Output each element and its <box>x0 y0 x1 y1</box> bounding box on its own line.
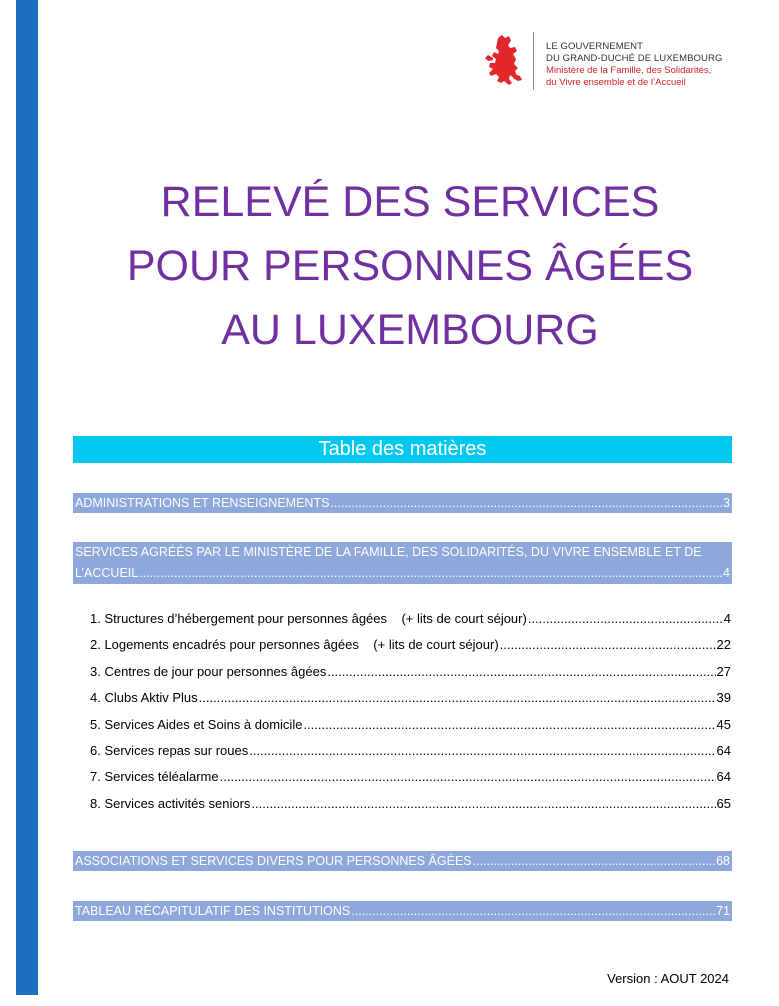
toc-entry-row <box>73 563 732 584</box>
toc-sub-item-label: 3. Centres de jour pour personnes âgées <box>90 663 327 679</box>
toc-sub-item[interactable] <box>90 793 731 819</box>
government-logo <box>484 32 744 94</box>
toc-leader-dots <box>500 634 716 656</box>
title-line-3: AU LUXEMBOURG <box>221 306 599 354</box>
logo-text <box>546 41 722 89</box>
toc-leader-dots <box>351 901 715 921</box>
toc-sub-item-page: 4 <box>723 611 731 626</box>
toc-sub-item-label: 5. Services Aides et Soins à domicile <box>90 716 303 732</box>
toc-entry-label-line-2: L’ACCUEIL <box>75 566 139 580</box>
toc-sub-item-page: 22 <box>716 637 731 653</box>
toc-entry-services-agrees[interactable] <box>73 542 732 584</box>
toc-sub-item[interactable] <box>90 608 731 634</box>
toc-leader-dots <box>528 608 723 630</box>
toc-leader-dots <box>139 563 722 584</box>
toc-entry-page: 4 <box>723 566 730 580</box>
page-title <box>40 170 779 362</box>
title-line-1: RELEVÉ DES SERVICES <box>160 178 660 226</box>
toc-entry-label-line-1: SERVICES AGRÉÉS PAR LE MINISTÈRE DE LA FAMILLE, DES SOLIDARITÉS, DU VIVRE ENSEMBLE ET DE <box>75 545 702 559</box>
toc-sub-item-page: 64 <box>716 769 731 785</box>
toc-leader-dots <box>220 766 716 788</box>
logo-line-government: LE GOUVERNEMENT <box>546 41 644 52</box>
title-line-2: POUR PERSONNES ÂGÉES <box>126 242 694 290</box>
toc-sub-list <box>90 608 731 819</box>
toc-sub-item-label: 4. Clubs Aktiv Plus <box>90 690 198 706</box>
toc-sub-item[interactable] <box>90 634 731 660</box>
toc-header: Table des matières <box>73 436 732 463</box>
toc-leader-dots <box>327 661 715 683</box>
toc-entry-page: 68 <box>716 854 730 868</box>
toc-leader-dots <box>199 687 716 709</box>
version-label: Version : AOUT 2024 <box>607 971 729 986</box>
toc-sub-item-label: 7. Services téléalarme <box>90 769 219 785</box>
red-lion-icon <box>484 34 524 86</box>
logo-line-grand-duche: DU GRAND-DUCHÉ DE LUXEMBOURG <box>546 53 723 64</box>
toc-leader-dots <box>303 714 715 736</box>
toc-sub-item[interactable] <box>90 687 731 713</box>
toc-entry-page: 3 <box>723 496 730 510</box>
logo-line-ministry: Ministère de la Famille, des Solidarités, <box>546 65 712 76</box>
toc-sub-item-label: 1. Structures d’hébergement pour personnes âgées (+ lits de court séjour) <box>90 611 527 626</box>
side-accent-bar <box>16 0 38 995</box>
toc-sub-item-label: 6. Services repas sur roues <box>90 742 249 758</box>
logo-line-ministry-cont: du Vivre ensemble et de l’Accueil <box>546 77 686 88</box>
toc-sub-item-label: 8. Services activités seniors <box>90 795 251 811</box>
toc-leader-dots <box>251 793 715 815</box>
toc-sub-item-page: 64 <box>716 742 731 758</box>
toc-entry-label: TABLEAU RÉCAPITULATIF DES INSTITUTIONS <box>75 904 351 918</box>
toc-sub-item-label: 2. Logements encadrés pour personnes âgées (+ lits de court séjour) <box>90 637 499 653</box>
toc-sub-item-page: 27 <box>716 663 731 679</box>
toc-sub-item-page: 39 <box>716 690 731 706</box>
toc-entry-administrations[interactable] <box>73 493 732 513</box>
toc-entry-page: 71 <box>716 904 730 918</box>
toc-leader-dots <box>249 740 715 762</box>
toc-entry-tableau[interactable] <box>73 901 732 921</box>
toc-sub-item[interactable] <box>90 740 731 766</box>
toc-sub-item[interactable] <box>90 714 731 740</box>
toc-sub-item[interactable] <box>90 766 731 792</box>
toc-entry-associations[interactable] <box>73 851 732 871</box>
toc-sub-item-page: 45 <box>716 716 731 732</box>
toc-sub-item-page: 65 <box>716 795 731 811</box>
toc-entry-label: ASSOCIATIONS ET SERVICES DIVERS POUR PERSONNES ÂGÉES <box>75 854 472 868</box>
toc-leader-dots <box>473 851 715 871</box>
toc-entry-label: ADMINISTRATIONS ET RENSEIGNEMENTS <box>75 496 330 510</box>
logo-divider <box>533 32 534 90</box>
toc-sub-item[interactable] <box>90 661 731 687</box>
toc-leader-dots <box>330 493 722 513</box>
